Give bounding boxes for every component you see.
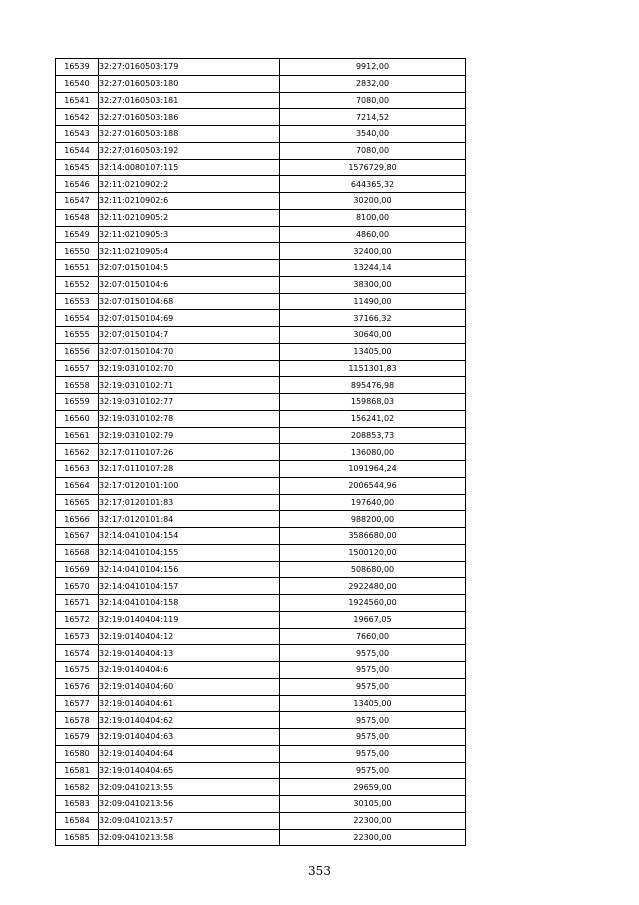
row-number-cell: 16581	[56, 762, 99, 779]
table-row	[56, 394, 466, 411]
table-row	[56, 260, 466, 277]
row-number-cell: 16572	[56, 611, 99, 628]
table-row	[56, 427, 466, 444]
cadastral-number-cell: 32:27:0160503:188	[99, 126, 280, 143]
registry-table	[55, 58, 466, 846]
value-cell: 3540,00	[280, 126, 466, 143]
row-number-cell: 16543	[56, 126, 99, 143]
value-cell: 2832,00	[280, 75, 466, 92]
table-row	[56, 678, 466, 695]
table-row	[56, 209, 466, 226]
row-number-cell: 16547	[56, 193, 99, 210]
value-cell: 1924560,00	[280, 595, 466, 612]
cadastral-number-cell: 32:19:0140404:6	[99, 662, 280, 679]
cadastral-number-cell: 32:14:0410104:158	[99, 595, 280, 612]
cadastral-number-cell: 32:09:0410213:56	[99, 796, 280, 813]
table-row	[56, 745, 466, 762]
table-row	[56, 762, 466, 779]
registry-table-body	[56, 59, 466, 846]
cadastral-number-cell: 32:14:0410104:154	[99, 528, 280, 545]
row-number-cell: 16578	[56, 712, 99, 729]
table-row	[56, 327, 466, 344]
value-cell: 37166,32	[280, 310, 466, 327]
table-row	[56, 477, 466, 494]
row-number-cell: 16549	[56, 226, 99, 243]
cadastral-number-cell: 32:27:0160503:179	[99, 59, 280, 76]
row-number-cell: 16539	[56, 59, 99, 76]
value-cell: 1500120,00	[280, 544, 466, 561]
row-number-cell: 16556	[56, 343, 99, 360]
table-row	[56, 796, 466, 813]
value-cell: 30640,00	[280, 327, 466, 344]
row-number-cell: 16560	[56, 410, 99, 427]
value-cell: 29659,00	[280, 779, 466, 796]
cadastral-number-cell: 32:14:0410104:155	[99, 544, 280, 561]
value-cell: 19667,05	[280, 611, 466, 628]
cadastral-number-cell: 32:17:0120101:100	[99, 477, 280, 494]
value-cell: 13405,00	[280, 695, 466, 712]
table-row	[56, 360, 466, 377]
table-row	[56, 461, 466, 478]
registry-table-container	[55, 58, 465, 846]
table-row	[56, 142, 466, 159]
table-row	[56, 226, 466, 243]
cadastral-number-cell: 32:19:0310102:71	[99, 377, 280, 394]
table-row	[56, 729, 466, 746]
table-row	[56, 159, 466, 176]
cadastral-number-cell: 32:27:0160503:180	[99, 75, 280, 92]
row-number-cell: 16554	[56, 310, 99, 327]
row-number-cell: 16546	[56, 176, 99, 193]
row-number-cell: 16580	[56, 745, 99, 762]
cadastral-number-cell: 32:11:0210902:6	[99, 193, 280, 210]
row-number-cell: 16544	[56, 142, 99, 159]
cadastral-number-cell: 32:07:0150104:6	[99, 276, 280, 293]
value-cell: 8100,00	[280, 209, 466, 226]
value-cell: 508680,00	[280, 561, 466, 578]
row-number-cell: 16584	[56, 812, 99, 829]
cadastral-number-cell: 32:11:0210905:3	[99, 226, 280, 243]
value-cell: 3586680,00	[280, 528, 466, 545]
value-cell: 30105,00	[280, 796, 466, 813]
table-row	[56, 511, 466, 528]
cadastral-number-cell: 32:14:0080107:115	[99, 159, 280, 176]
table-row	[56, 779, 466, 796]
table-row	[56, 695, 466, 712]
row-number-cell: 16548	[56, 209, 99, 226]
cadastral-number-cell: 32:19:0310102:77	[99, 394, 280, 411]
row-number-cell: 16559	[56, 394, 99, 411]
value-cell: 208853,73	[280, 427, 466, 444]
row-number-cell: 16579	[56, 729, 99, 746]
cadastral-number-cell: 32:19:0140404:64	[99, 745, 280, 762]
table-row	[56, 377, 466, 394]
value-cell: 22300,00	[280, 812, 466, 829]
row-number-cell: 16575	[56, 662, 99, 679]
row-number-cell: 16568	[56, 544, 99, 561]
table-row	[56, 544, 466, 561]
row-number-cell: 16553	[56, 293, 99, 310]
table-row	[56, 92, 466, 109]
table-row	[56, 293, 466, 310]
row-number-cell: 16569	[56, 561, 99, 578]
cadastral-number-cell: 32:27:0160503:192	[99, 142, 280, 159]
cadastral-number-cell: 32:11:0210905:4	[99, 243, 280, 260]
cadastral-number-cell: 32:19:0140404:60	[99, 678, 280, 695]
table-row	[56, 611, 466, 628]
table-row	[56, 528, 466, 545]
cadastral-number-cell: 32:09:0410213:58	[99, 829, 280, 846]
cadastral-number-cell: 32:19:0140404:61	[99, 695, 280, 712]
value-cell: 156241,02	[280, 410, 466, 427]
row-number-cell: 16566	[56, 511, 99, 528]
row-number-cell: 16576	[56, 678, 99, 695]
value-cell: 988200,00	[280, 511, 466, 528]
row-number-cell: 16563	[56, 461, 99, 478]
value-cell: 9575,00	[280, 645, 466, 662]
cadastral-number-cell: 32:07:0150104:5	[99, 260, 280, 277]
row-number-cell: 16555	[56, 327, 99, 344]
cadastral-number-cell: 32:19:0140404:62	[99, 712, 280, 729]
cadastral-number-cell: 32:09:0410213:57	[99, 812, 280, 829]
table-row	[56, 712, 466, 729]
table-row	[56, 662, 466, 679]
value-cell: 4860,00	[280, 226, 466, 243]
table-row	[56, 59, 466, 76]
cadastral-number-cell: 32:11:0210905:2	[99, 209, 280, 226]
value-cell: 9575,00	[280, 678, 466, 695]
cadastral-number-cell: 32:11:0210902:2	[99, 176, 280, 193]
value-cell: 32400,00	[280, 243, 466, 260]
table-row	[56, 126, 466, 143]
row-number-cell: 16558	[56, 377, 99, 394]
table-row	[56, 343, 466, 360]
cadastral-number-cell: 32:27:0160503:181	[99, 92, 280, 109]
value-cell: 22300,00	[280, 829, 466, 846]
value-cell: 644365,32	[280, 176, 466, 193]
row-number-cell: 16565	[56, 494, 99, 511]
table-row	[56, 829, 466, 846]
value-cell: 136080,00	[280, 444, 466, 461]
cadastral-number-cell: 32:07:0150104:69	[99, 310, 280, 327]
value-cell: 895476,98	[280, 377, 466, 394]
row-number-cell: 16585	[56, 829, 99, 846]
cadastral-number-cell: 32:07:0150104:70	[99, 343, 280, 360]
cadastral-number-cell: 32:19:0310102:79	[99, 427, 280, 444]
cadastral-number-cell: 32:19:0140404:65	[99, 762, 280, 779]
value-cell: 11490,00	[280, 293, 466, 310]
cadastral-number-cell: 32:19:0140404:12	[99, 628, 280, 645]
table-row	[56, 645, 466, 662]
value-cell: 1576729,80	[280, 159, 466, 176]
row-number-cell: 16583	[56, 796, 99, 813]
row-number-cell: 16567	[56, 528, 99, 545]
table-row	[56, 494, 466, 511]
row-number-cell: 16570	[56, 578, 99, 595]
row-number-cell: 16564	[56, 477, 99, 494]
cadastral-number-cell: 32:19:0140404:63	[99, 729, 280, 746]
value-cell: 13405,00	[280, 343, 466, 360]
table-row	[56, 561, 466, 578]
value-cell: 9575,00	[280, 712, 466, 729]
value-cell: 38300,00	[280, 276, 466, 293]
row-number-cell: 16545	[56, 159, 99, 176]
row-number-cell: 16550	[56, 243, 99, 260]
table-row	[56, 812, 466, 829]
row-number-cell: 16552	[56, 276, 99, 293]
row-number-cell: 16562	[56, 444, 99, 461]
table-row	[56, 578, 466, 595]
row-number-cell: 16551	[56, 260, 99, 277]
value-cell: 7080,00	[280, 142, 466, 159]
cadastral-number-cell: 32:19:0140404:13	[99, 645, 280, 662]
cadastral-number-cell: 32:14:0410104:157	[99, 578, 280, 595]
value-cell: 9575,00	[280, 745, 466, 762]
row-number-cell: 16574	[56, 645, 99, 662]
cadastral-number-cell: 32:19:0140404:119	[99, 611, 280, 628]
value-cell: 1091964,24	[280, 461, 466, 478]
table-row	[56, 109, 466, 126]
value-cell: 159868,03	[280, 394, 466, 411]
row-number-cell: 16571	[56, 595, 99, 612]
table-row	[56, 595, 466, 612]
cadastral-number-cell: 32:14:0410104:156	[99, 561, 280, 578]
row-number-cell: 16561	[56, 427, 99, 444]
table-row	[56, 176, 466, 193]
value-cell: 2922480,00	[280, 578, 466, 595]
cadastral-number-cell: 32:17:0110107:26	[99, 444, 280, 461]
value-cell: 1151301,83	[280, 360, 466, 377]
table-row	[56, 410, 466, 427]
row-number-cell: 16540	[56, 75, 99, 92]
value-cell: 9575,00	[280, 762, 466, 779]
row-number-cell: 16573	[56, 628, 99, 645]
row-number-cell: 16557	[56, 360, 99, 377]
value-cell: 197640,00	[280, 494, 466, 511]
value-cell: 9912,00	[280, 59, 466, 76]
table-row	[56, 75, 466, 92]
row-number-cell: 16577	[56, 695, 99, 712]
value-cell: 7660,00	[280, 628, 466, 645]
cadastral-number-cell: 32:07:0150104:7	[99, 327, 280, 344]
row-number-cell: 16541	[56, 92, 99, 109]
value-cell: 2006544,96	[280, 477, 466, 494]
value-cell: 7214,52	[280, 109, 466, 126]
table-row	[56, 628, 466, 645]
table-row	[56, 276, 466, 293]
cadastral-number-cell: 32:09:0410213:55	[99, 779, 280, 796]
cadastral-number-cell: 32:17:0120101:84	[99, 511, 280, 528]
value-cell: 9575,00	[280, 662, 466, 679]
table-row	[56, 243, 466, 260]
table-row	[56, 444, 466, 461]
cadastral-number-cell: 32:19:0310102:78	[99, 410, 280, 427]
table-row	[56, 310, 466, 327]
value-cell: 7080,00	[280, 92, 466, 109]
value-cell: 30200,00	[280, 193, 466, 210]
cadastral-number-cell: 32:17:0110107:28	[99, 461, 280, 478]
row-number-cell: 16582	[56, 779, 99, 796]
value-cell: 9575,00	[280, 729, 466, 746]
cadastral-number-cell: 32:19:0310102:70	[99, 360, 280, 377]
table-row	[56, 193, 466, 210]
cadastral-number-cell: 32:17:0120101:83	[99, 494, 280, 511]
cadastral-number-cell: 32:07:0150104:68	[99, 293, 280, 310]
value-cell: 13244,14	[280, 260, 466, 277]
cadastral-number-cell: 32:27:0160503:186	[99, 109, 280, 126]
row-number-cell: 16542	[56, 109, 99, 126]
page-number: 353	[308, 864, 331, 878]
